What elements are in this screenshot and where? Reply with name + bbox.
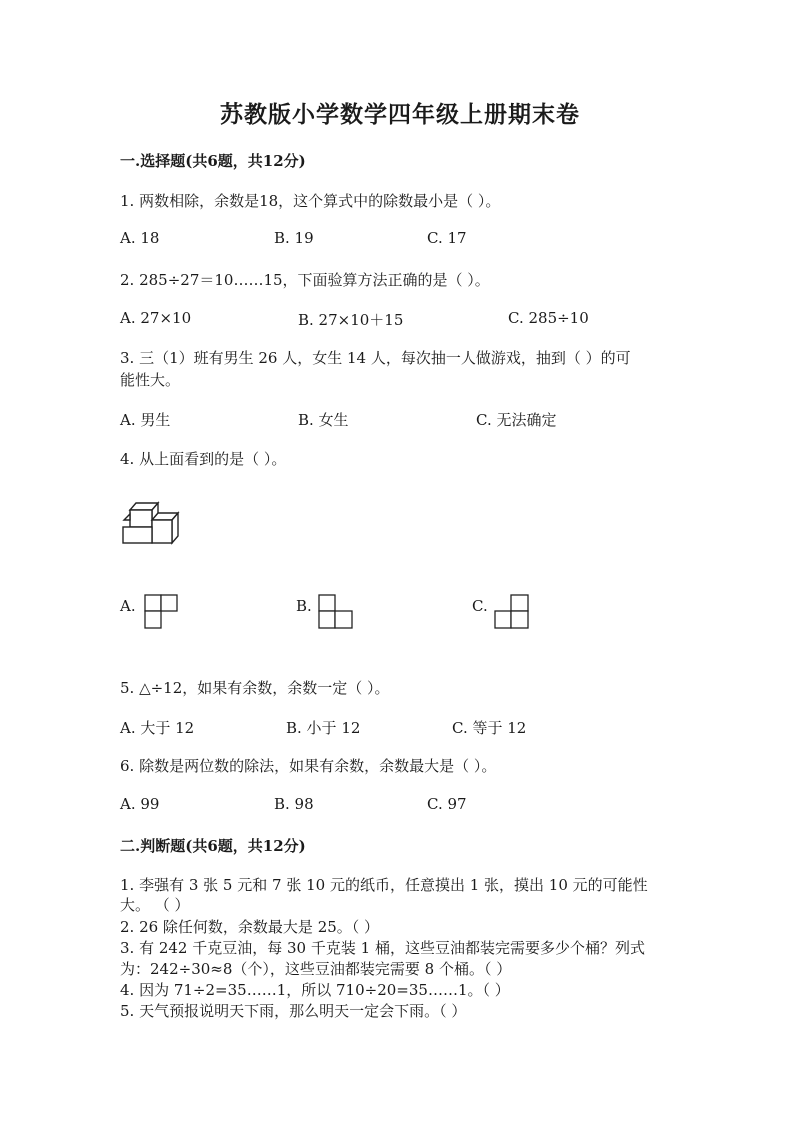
question-2-option-a: A. 27×10: [120, 309, 192, 327]
judgment-1-line-1: 1. 李强有 3 张 5 元和 7 张 10 元的纸币，任意摸出 1 张，摸出 10 元的可能性: [120, 876, 648, 894]
question-1-option-a: A. 18: [120, 229, 160, 247]
question-2-option-c: C. 285÷10: [508, 309, 589, 327]
question-6-option-a: A. 99: [120, 795, 160, 813]
question-3-option-b: B. 女生: [298, 411, 349, 429]
page-title: 苏教版小学数学四年级上册期末卷: [220, 101, 580, 128]
judgment-3-line-1: 3. 有 242 千克豆油，每 30 千克装 1 桶，这些豆油都装完需要多少个桶？列式: [120, 939, 645, 957]
question-6-option-c: C. 97: [427, 795, 467, 813]
view-option-a-figure: [144, 594, 178, 630]
judgment-5: 5. 天气预报说明天下雨，那么明天一定会下雨。（ ）: [120, 1002, 467, 1020]
section-heading-choice: 一.选择题(共6题，共12分): [120, 152, 306, 170]
question-2-option-b: B. 27×10＋15: [298, 311, 404, 329]
question-1-option-c: C. 17: [427, 229, 467, 247]
question-1: 1. 两数相除，余数是18，这个算式中的除数最小是（ ）。: [120, 192, 501, 210]
question-5: 5. △÷12，如果有余数，余数一定（ ）。: [120, 679, 390, 697]
question-3-line-2: 能性大。: [120, 371, 181, 389]
judgment-2: 2. 26 除任何数，余数最大是 25。（ ）: [120, 918, 380, 936]
cube-stack-figure: [120, 500, 182, 548]
question-5-option-a: A. 大于 12: [120, 719, 195, 737]
question-1-option-b: B. 19: [274, 229, 314, 247]
view-option-c-figure: [494, 594, 530, 630]
view-option-b-figure: [318, 594, 354, 630]
question-3-option-c: C. 无法确定: [476, 411, 557, 429]
question-3-line-1: 3. 三（1）班有男生 26 人，女生 14 人，每次抽一人做游戏，抽到（ ）的可: [120, 349, 631, 367]
judgment-4: 4. 因为 71÷2=35……1，所以 710÷20=35……1。（ ）: [120, 981, 510, 999]
section-heading-judgment: 二.判断题(共6题，共12分): [120, 837, 306, 855]
question-4-option-c: C.: [472, 597, 488, 615]
question-2: 2. 285÷27＝10……15，下面验算方法正确的是（ ）。: [120, 271, 490, 289]
judgment-1-line-2: 大。 （ ）: [120, 896, 190, 914]
question-4: 4. 从上面看到的是（ ）。: [120, 450, 287, 468]
question-6: 6. 除数是两位数的除法，如果有余数，余数最大是（ ）。: [120, 757, 497, 775]
question-4-option-b: B.: [296, 597, 312, 615]
question-4-option-a: A.: [120, 597, 136, 615]
judgment-3-line-2: 为：242÷30≈8（个），这些豆油都装完需要 8 个桶。（ ）: [120, 960, 512, 978]
question-5-option-c: C. 等于 12: [452, 719, 527, 737]
question-3-option-a: A. 男生: [120, 411, 171, 429]
question-5-option-b: B. 小于 12: [286, 719, 361, 737]
question-6-option-b: B. 98: [274, 795, 314, 813]
